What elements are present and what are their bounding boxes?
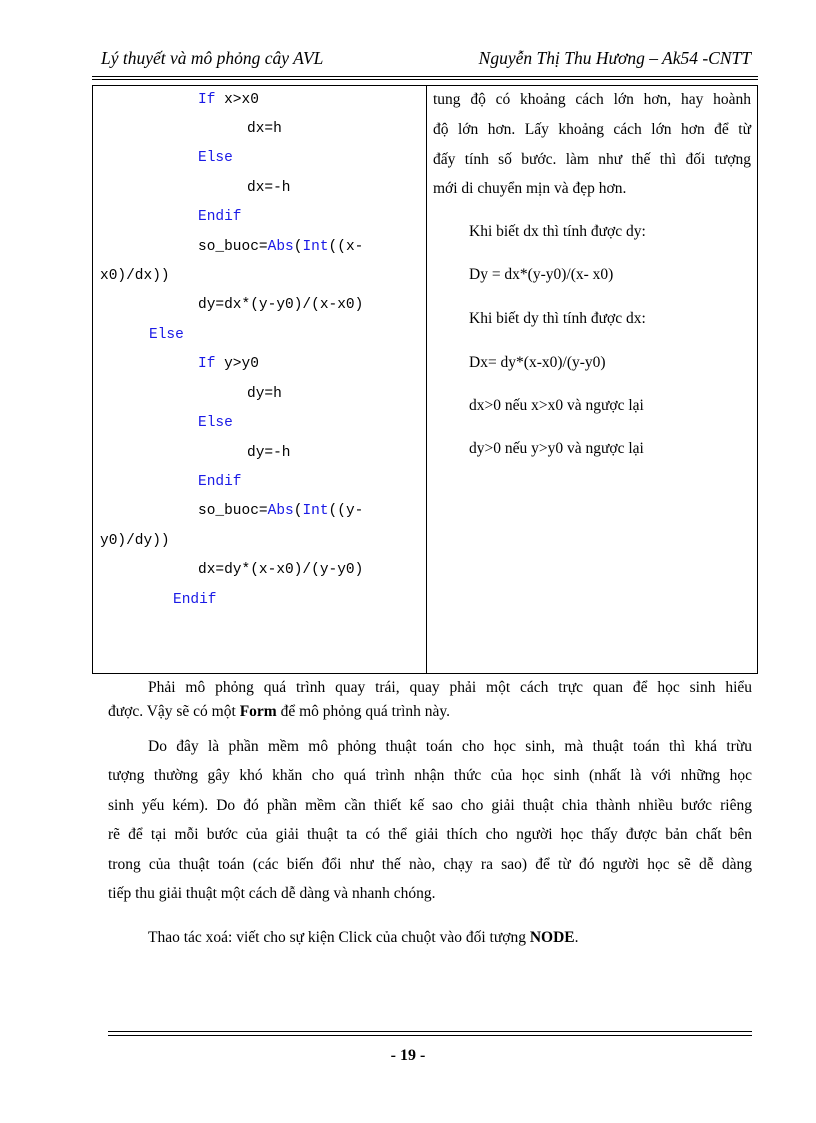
explain-line: đấy tính số bước. làm như thế thì đối tượng — [433, 151, 751, 168]
explain-line: độ lớn hơn. Lấy khoảng cách lớn hơn để từ — [433, 121, 751, 138]
code-line: dy=-h — [247, 445, 291, 461]
formula-line: Khi biết dx thì tính được dy: — [469, 223, 646, 240]
code-line: so_buoc=Abs(Int((y- — [198, 503, 364, 519]
code-line: dx=dy*(x-x0)/(y-y0) — [198, 562, 364, 578]
code-line: dx=-h — [247, 180, 291, 196]
code-line: y0)/dy)) — [100, 533, 170, 549]
table-divider — [426, 86, 427, 673]
body-line: được. Vậy sẽ có một Form để mô phỏng quá trình này. — [108, 703, 451, 720]
code-line: dy=dx*(y-y0)/(x-x0) — [198, 297, 364, 313]
header-rule-2 — [92, 79, 758, 80]
code-line: If y>y0 — [198, 356, 259, 372]
page-header — [101, 48, 751, 74]
code-line: Else — [149, 327, 184, 343]
code-line: Endif — [173, 592, 217, 608]
code-line: If x>x0 — [198, 92, 259, 108]
code-explanation-table — [92, 85, 758, 674]
body-line: sinh yếu kém). Do đó phần mềm cần thiết kế sao cho giải thuật chia thành nhiều bước riêng — [108, 797, 752, 814]
explain-line: tung độ có khoảng cách lớn hơn, hay hoành — [433, 91, 751, 108]
code-line: x0)/dx)) — [100, 268, 170, 284]
code-line: dx=h — [247, 121, 282, 137]
body-line: tượng thường gây khó khăn cho quá trình nhận thức của học sinh (nhất là với những học — [108, 767, 752, 784]
code-line: Endif — [198, 209, 242, 225]
formula-line: dy>0 nếu y>y0 và ngược lại — [469, 440, 644, 457]
page-number: - 19 - — [390, 1047, 426, 1064]
header-title: Lý thuyết và mô phỏng cây AVL — [101, 48, 324, 68]
body-line: tiếp thu giải thuật một cách dễ dàng và nhanh chóng. — [108, 885, 436, 902]
code-line: so_buoc=Abs(Int((x- — [198, 239, 364, 255]
formula-line: Khi biết dy thì tính được dx: — [469, 310, 646, 327]
footer-rule — [108, 1031, 752, 1032]
code-line: Endif — [198, 474, 242, 490]
code-line: Else — [198, 415, 233, 431]
formula-line: Dx= dy*(x-x0)/(y-y0) — [469, 354, 606, 371]
formula-line: dx>0 nếu x>x0 và ngược lại — [469, 397, 644, 414]
header-rule — [92, 76, 758, 77]
code-line: dy=h — [247, 386, 282, 402]
body-line: Thao tác xoá: viết cho sự kiện Click của chuột vào đối tượng NODE. — [148, 929, 579, 946]
body-line: rẽ để tại mỗi bước của giải thuật ta có thể giải thích cho người học thấy được bản chất bên — [108, 826, 752, 843]
body-line: trong của thuật toán (các biến đổi như thế nào, chạy ra sao) để từ đó người học sẽ dễ dàng — [108, 856, 752, 873]
body-line: Do đây là phần mềm mô phỏng thuật toán cho học sinh, mà thuật toán thì khá trừu — [148, 738, 752, 755]
footer-rule-2 — [108, 1035, 752, 1036]
body-line: Phải mô phỏng quá trình quay trái, quay phải một cách trực quan để học sinh hiểu — [148, 679, 752, 696]
formula-line: Dy = dx*(y-y0)/(x- x0) — [469, 266, 614, 283]
code-line: Else — [198, 150, 233, 166]
explain-line: mới di chuyển mịn và đẹp hơn. — [433, 180, 627, 197]
header-author: Nguyễn Thị Thu Hương – Ak54 -CNTT — [478, 48, 751, 68]
